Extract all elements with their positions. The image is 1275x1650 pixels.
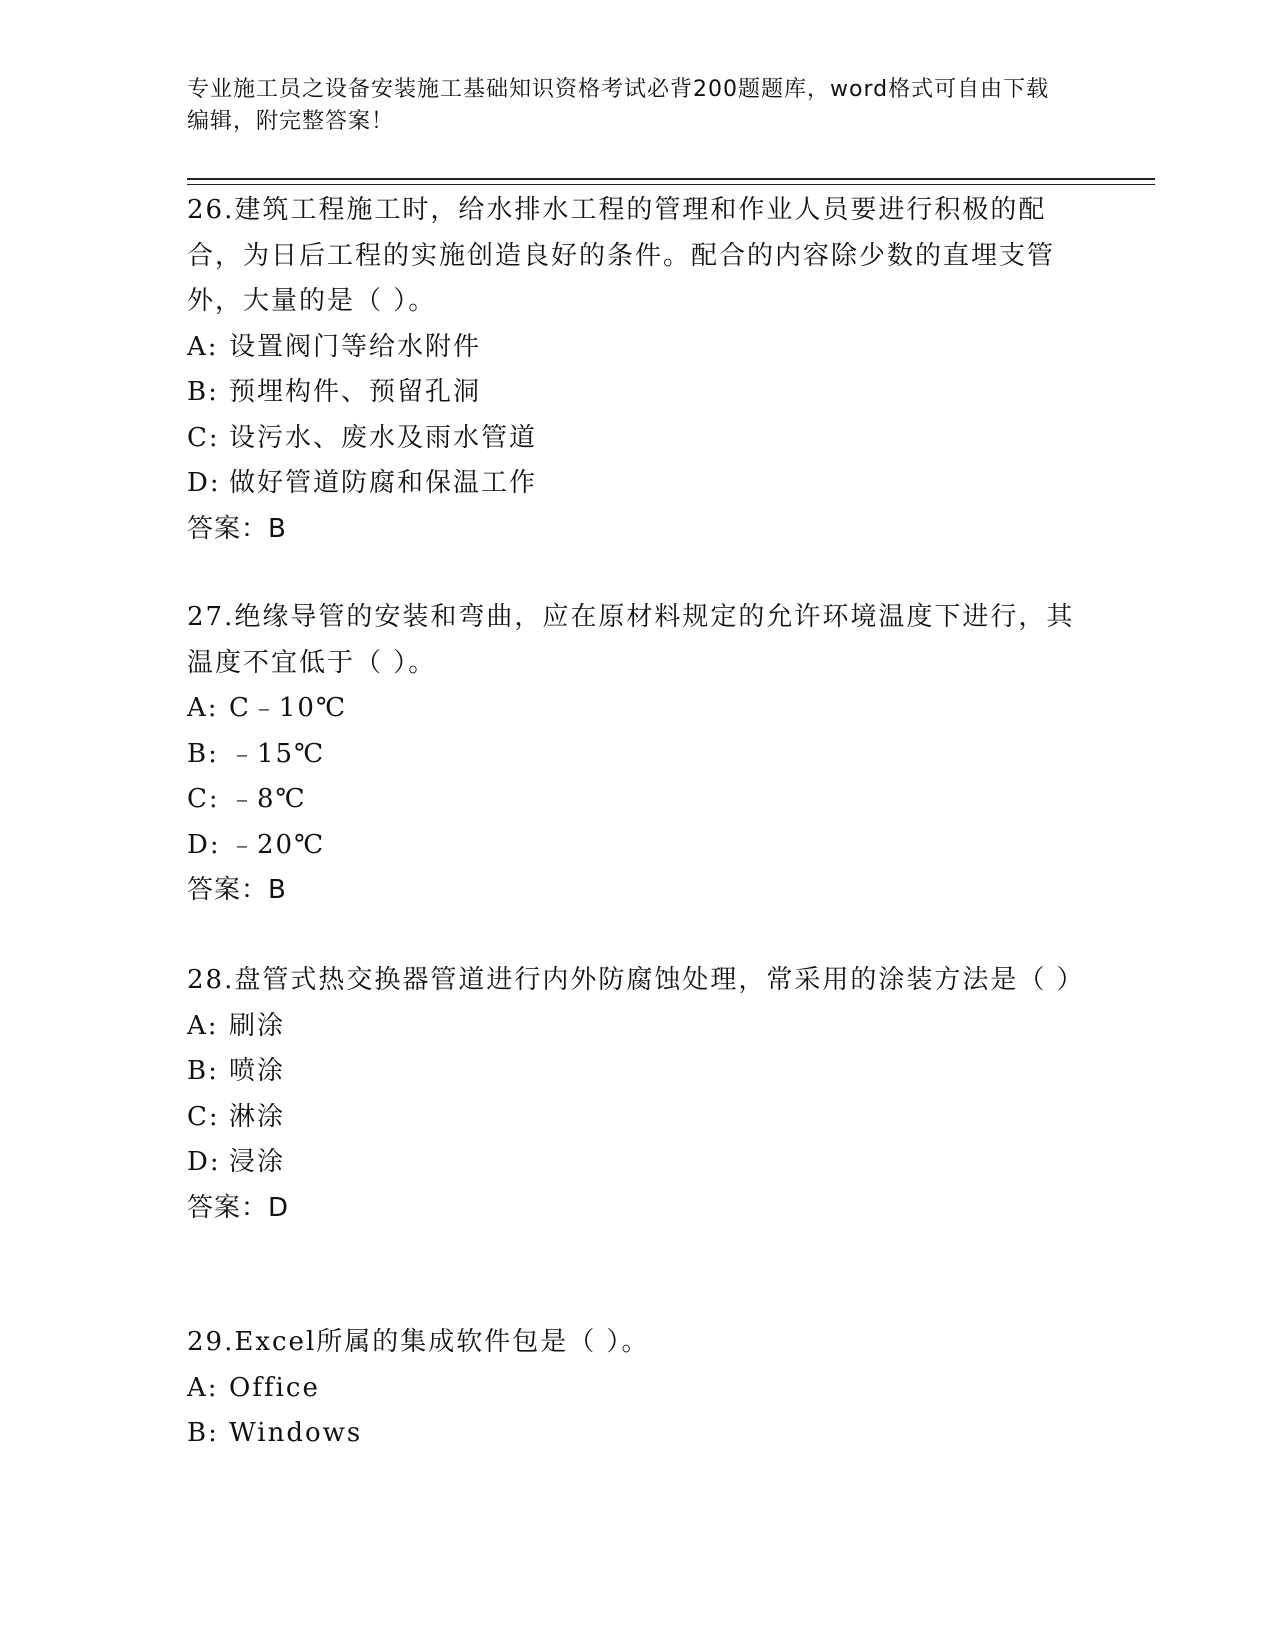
option-text: 做好管道防腐和保温工作 — [229, 468, 538, 498]
option-d — [187, 823, 1077, 869]
option-label: B: — [187, 1056, 219, 1086]
option-label: D: — [187, 829, 221, 860]
option-label: C: — [187, 422, 220, 453]
answer-line: 答案：D — [187, 1192, 290, 1223]
option-a — [187, 325, 1077, 371]
option-text: 设置阀门等给水附件 — [229, 331, 482, 362]
option-label: C: — [187, 784, 220, 814]
option-c — [187, 1095, 1077, 1141]
option-label: A: — [187, 1372, 219, 1403]
option-text: ﹣8℃ — [229, 784, 307, 814]
question-26 — [187, 188, 1077, 552]
option-label: D: — [187, 1147, 221, 1177]
question-29 — [187, 1320, 1077, 1457]
option-label: A: — [187, 693, 219, 723]
option-text: 刷涂 — [229, 1010, 286, 1041]
option-text: 预埋构件、预留孔洞 — [229, 377, 482, 407]
question-stem: 26.建筑工程施工时，给水排水工程的管理和作业人员要进行积极的配合，为日后工程的实施创造良好的条件。配合的内容除少数的直埋支管外，大量的是（ ）。 — [187, 195, 1056, 316]
option-text: Office — [229, 1372, 320, 1403]
option-c — [187, 777, 1077, 823]
option-label: B: — [187, 377, 219, 407]
question-27 — [187, 595, 1077, 914]
option-label: A: — [187, 1010, 219, 1041]
option-c — [187, 416, 1077, 462]
option-text: 浸涂 — [229, 1147, 286, 1177]
option-label: B: — [187, 1418, 219, 1448]
question-28 — [187, 958, 1085, 1231]
question-stem: 29.Excel所属的集成软件包是（ ）。 — [187, 1327, 650, 1357]
option-label: C: — [187, 1101, 220, 1132]
answer-line: 答案：B — [187, 875, 287, 905]
header-divider-thin — [187, 184, 1155, 185]
option-text: C﹣10℃ — [229, 693, 348, 723]
option-label: A: — [187, 331, 219, 362]
option-text: ﹣15℃ — [229, 738, 326, 769]
option-b — [187, 370, 1077, 416]
option-a — [187, 1004, 1077, 1050]
option-d — [187, 461, 1077, 507]
question-stem: 28.盘管式热交换器管道进行内外防腐蚀处理，常采用的涂装方法是（ ） — [187, 965, 1085, 995]
option-d — [187, 1140, 1077, 1186]
option-text: 喷涂 — [229, 1056, 286, 1086]
question-stem: 27.绝缘导管的安装和弯曲，应在原材料规定的允许环境温度下进行，其温度不宜低于（ ）。 — [187, 602, 1075, 678]
option-text: 淋涂 — [229, 1101, 286, 1132]
option-b — [187, 1049, 1077, 1095]
option-a — [187, 1366, 1077, 1412]
option-text: Windows — [229, 1418, 363, 1448]
option-b — [187, 732, 1077, 778]
option-label: B: — [187, 738, 219, 769]
document-header: 专业施工员之设备安装施工基础知识资格考试必背200题题库，word格式可自由下载编辑，附完整答案！ — [187, 77, 1050, 134]
option-a — [187, 686, 1077, 732]
header-divider-thick — [187, 178, 1155, 180]
option-b — [187, 1411, 1077, 1457]
option-text: 设污水、废水及雨水管道 — [229, 422, 538, 453]
answer-line: 答案：B — [187, 513, 287, 544]
option-text: ﹣20℃ — [229, 829, 326, 860]
option-label: D: — [187, 468, 221, 498]
